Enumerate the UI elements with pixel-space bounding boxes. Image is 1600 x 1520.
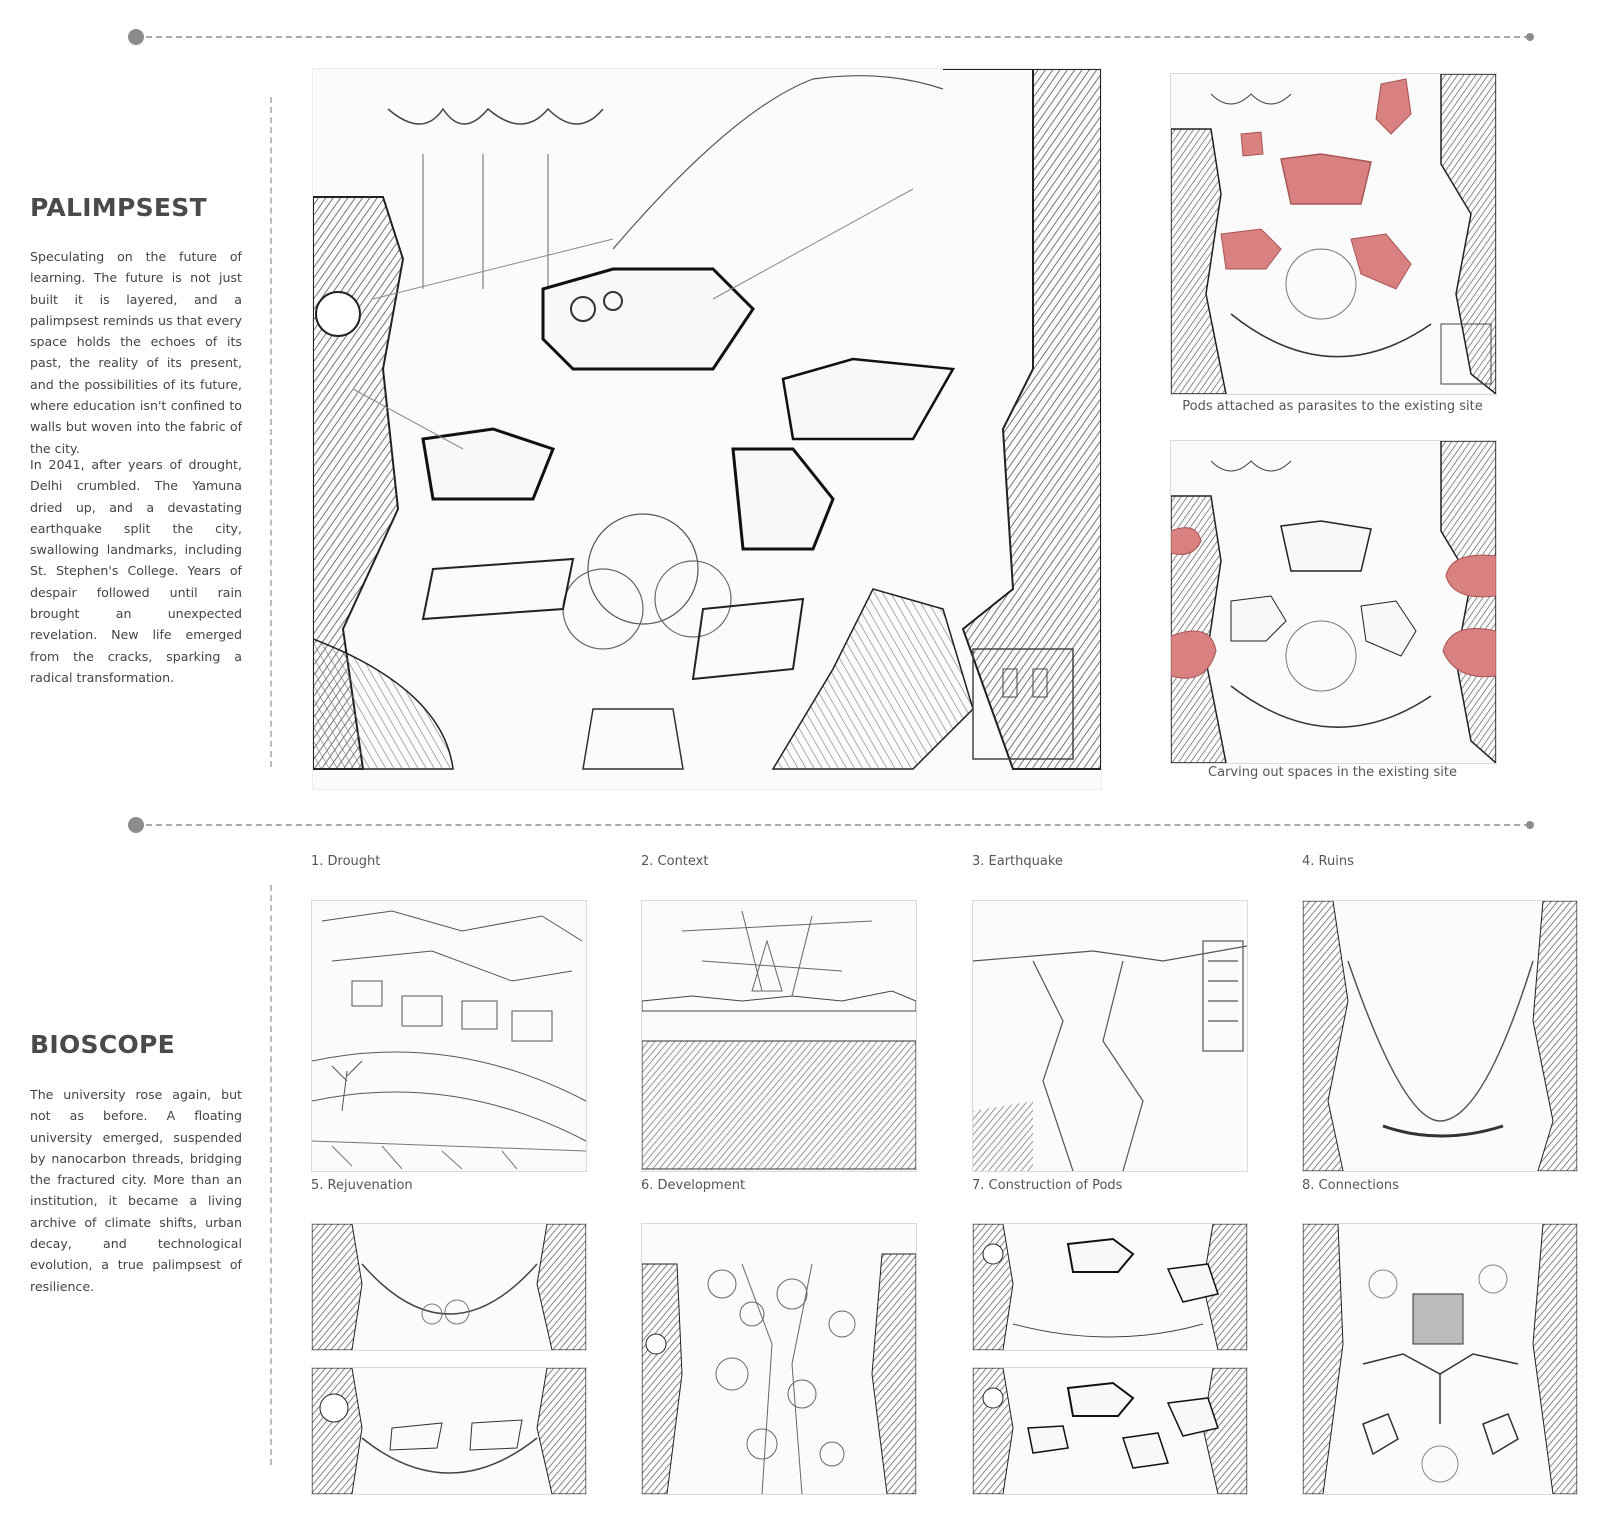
palimpsest-paragraph-2: In 2041, after years of drought, Delhi crumbled. The Yamuna dried up, and a devastating earthquake split the city, swallowing landmarks, including St. Stephen's College. Years of despair followed until rain brought an unexpected revelation. New life emerged from the cracks, sparking a radical transformation.	[30, 457, 242, 685]
caption-pods-parasites: Pods attached as parasites to the existing site	[1182, 399, 1483, 414]
bioscope-vertical-rule	[270, 885, 272, 1465]
middle-divider	[128, 817, 1534, 833]
palimpsest-paragraph-1: Speculating on the future of learning. The future is not just built it is layered, and a palimpsest reminds us that every space holds the echoes of its past, the reality of its present, and the possibilities of its future, where education isn't confined to walls but woven into the fabric of the city.	[30, 249, 242, 456]
development-sketch	[641, 1223, 917, 1495]
palimpsest-vertical-rule	[270, 97, 272, 767]
bioscope-title: BIOSCOPE	[30, 1030, 176, 1059]
step-label-drought: 1. Drought	[311, 854, 381, 869]
drought-sketch	[311, 900, 587, 1172]
pods-parasites-drawing	[1170, 73, 1497, 395]
carving-spaces-drawing	[1170, 440, 1497, 764]
step-label-connections: 8. Connections	[1302, 1178, 1399, 1193]
top-divider	[128, 29, 1534, 45]
rejuvenation-sketch-bottom	[311, 1367, 587, 1495]
caption-carving-spaces: Carving out spaces in the existing site	[1208, 765, 1457, 780]
bioscope-paragraph: The university rose again, but not as before. A floating university emerged, suspended by nanocarbon threads, bridging the fractured city. More than an institution, it became a living archive of climate shifts, urban decay, and technological evolution, a true palimpsest of resilience.	[30, 1087, 242, 1294]
step-label-construction-of-pods: 7. Construction of Pods	[972, 1178, 1123, 1193]
rejuvenation-sketch-top	[311, 1223, 587, 1351]
construction-of-pods-sketch-bottom	[972, 1367, 1248, 1495]
earthquake-sketch	[972, 900, 1248, 1172]
context-sketch	[641, 900, 917, 1172]
connections-sketch	[1302, 1223, 1578, 1495]
step-label-context: 2. Context	[641, 854, 709, 869]
step-label-rejuvenation: 5. Rejuvenation	[311, 1178, 413, 1193]
step-label-development: 6. Development	[641, 1178, 746, 1193]
step-label-ruins: 4. Ruins	[1302, 854, 1354, 869]
step-label-earthquake: 3. Earthquake	[972, 854, 1063, 869]
ruins-sketch	[1302, 900, 1578, 1172]
divider-dot-right	[1526, 33, 1534, 41]
construction-of-pods-sketch-top	[972, 1223, 1248, 1351]
divider-dot-left	[128, 817, 144, 833]
divider-dot-left	[128, 29, 144, 45]
palimpsest-title: PALIMPSEST	[30, 193, 207, 222]
main-section-drawing	[312, 68, 1102, 790]
divider-dot-right	[1526, 821, 1534, 829]
